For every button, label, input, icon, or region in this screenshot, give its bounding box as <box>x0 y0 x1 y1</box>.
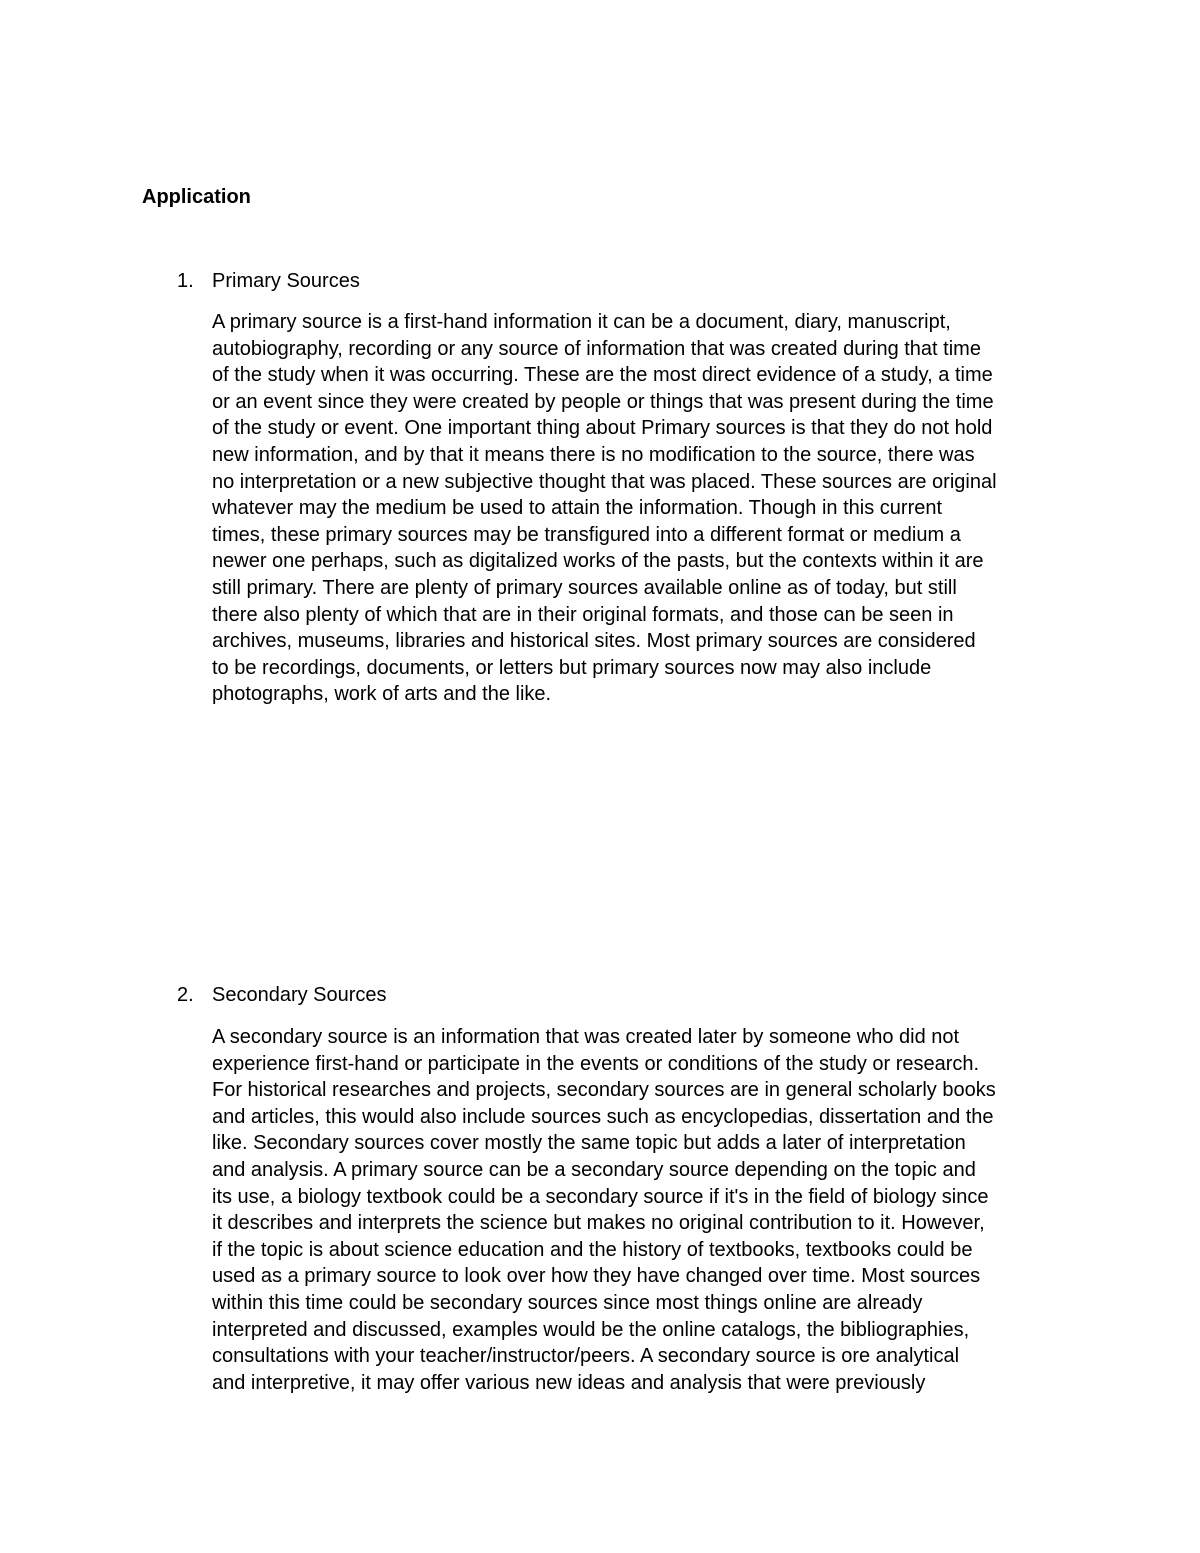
paragraph-line: there also plenty of which that are in their original formats, and those can be seen in <box>212 603 954 626</box>
paragraph-line: A secondary source is an information that was created later by someone who did not <box>212 1026 960 1048</box>
paragraph-line: used as a primary source to look over how they have changed over time. Most sources <box>212 1265 981 1288</box>
paragraph-line: of the study when it was occurring. These are the most direct evidence of a study, a time <box>212 364 993 387</box>
section-2-title: Secondary Sources <box>212 984 387 1006</box>
paragraph-line: within this time could be secondary sources since most things online are already <box>212 1291 923 1314</box>
document-heading: Application <box>142 186 251 208</box>
paragraph-line: or an event since they were created by people or things that was present during the time <box>212 390 994 413</box>
paragraph-line: and analysis. A primary source can be a secondary source depending on the topic and <box>212 1158 976 1181</box>
paragraph-line: interpreted and discussed, examples would be the online catalogs, the bibliographies, <box>212 1318 970 1341</box>
paragraph-line: its use, a biology textbook could be a secondary source if it's in the field of biology since <box>212 1185 989 1208</box>
paragraph-line: still primary. There are plenty of primary sources available online as of today, but still <box>212 576 957 599</box>
paragraph-line: experience first-hand or participate in the events or conditions of the study or research. <box>212 1052 980 1075</box>
paragraph-line: and interpretive, it may offer various new ideas and analysis that were previously <box>212 1371 926 1394</box>
paragraph-line: no interpretation or a new subjective thought that was placed. These sources are original <box>212 470 997 493</box>
paragraph-line: newer one perhaps, such as digitalized works of the pasts, but the contexts within it are <box>212 550 984 573</box>
paragraph-line: new information, and by that it means there is no modification to the source, there was <box>212 443 975 466</box>
paragraph-line: if the topic is about science education and the history of textbooks, textbooks could be <box>212 1238 973 1261</box>
paragraph-line: times, these primary sources may be transfigured into a different format or medium a <box>212 523 961 546</box>
paragraph-line: archives, museums, libraries and historical sites. Most primary sources are considered <box>212 630 976 653</box>
paragraph-line: autobiography, recording or any source of information that was created during that time <box>212 337 981 360</box>
section-2-number: 2. <box>177 984 194 1006</box>
paragraph-line: it describes and interprets the science but makes no original contribution to it. However, <box>212 1212 985 1235</box>
section-1-paragraph <box>212 309 1072 708</box>
section-1-number: 1. <box>177 270 194 292</box>
section-2-paragraph <box>212 1024 1072 1396</box>
paragraph-line: photographs, work of arts and the like. <box>212 683 552 706</box>
paragraph-line: A primary source is a first-hand information it can be a document, diary, manuscript, <box>212 311 951 333</box>
paragraph-line: of the study or event. One important thing about Primary sources is that they do not hold <box>212 417 993 440</box>
paragraph-line: For historical researches and projects, secondary sources are in general scholarly books <box>212 1079 996 1102</box>
paragraph-line: to be recordings, documents, or letters but primary sources now may also include <box>212 656 932 679</box>
section-1-title: Primary Sources <box>212 270 360 292</box>
paragraph-line: like. Secondary sources cover mostly the same topic but adds a later of interpretation <box>212 1132 966 1155</box>
paragraph-line: consultations with your teacher/instructor/peers. A secondary source is ore analytical <box>212 1345 960 1368</box>
paragraph-line: and articles, this would also include sources such as encyclopedias, dissertation and the <box>212 1105 994 1128</box>
paragraph-line: whatever may the medium be used to attain the information. Though in this current <box>212 497 943 520</box>
